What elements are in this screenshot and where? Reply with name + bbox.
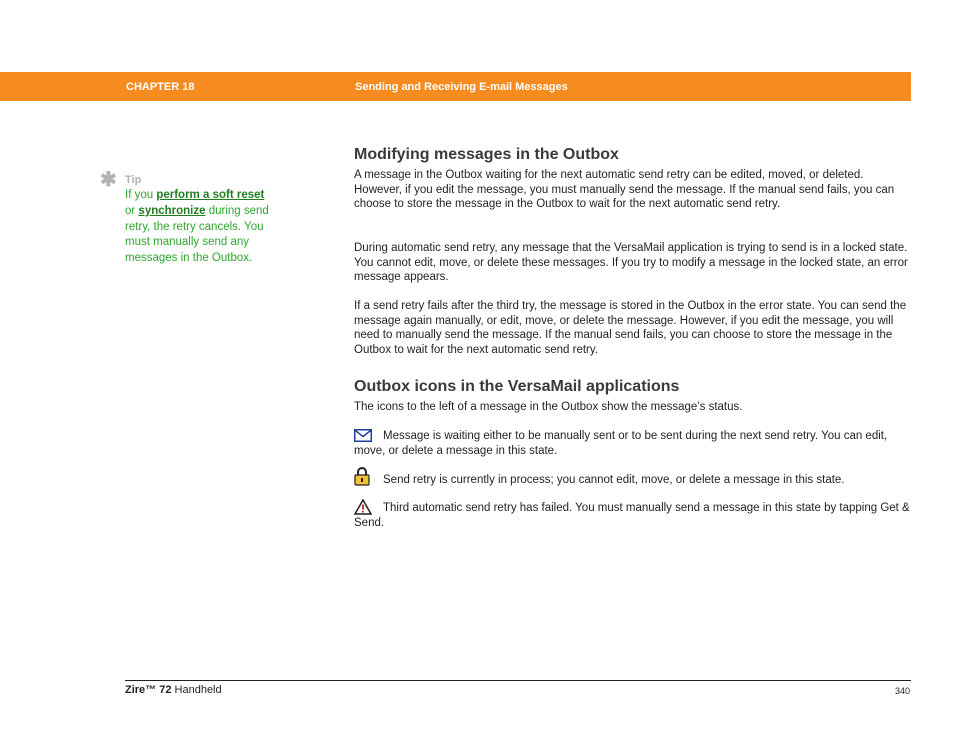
icon-description: Third automatic send retry has failed. You must manually send a message in this state by tapping Get & Send. — [354, 502, 910, 529]
page-number: 340 — [894, 686, 910, 696]
icon-description: Send retry is currently in process; you cannot edit, move, or delete a message in this state. — [383, 474, 845, 486]
icon-description: Message is waiting either to be manually sent or to be sent during the next send retry. You can edit, move, or delete a message in this state. — [354, 430, 888, 457]
chapter-title: Sending and Receiving E-mail Messages — [355, 81, 568, 93]
product-name: Zire™ 72 — [125, 684, 172, 696]
footer-product-name — [125, 684, 222, 696]
product-suffix: Handheld — [171, 684, 222, 696]
tip-text — [125, 188, 275, 267]
section-heading-modifying: Modifying messages in the Outbox — [354, 146, 619, 163]
synchronize-link[interactable]: synchronize — [138, 204, 206, 217]
footer-divider — [125, 680, 911, 681]
icon-description-row — [354, 473, 910, 488]
icon-description-row — [354, 501, 910, 530]
paragraph: The icons to the left of a message in the Outbox show the message’s status. — [354, 401, 743, 413]
lock-icon — [354, 467, 370, 491]
tip-text-before: If you — [125, 189, 157, 201]
tip-text-between: or — [125, 204, 139, 217]
paragraph: If a send retry fails after the third try, the message is stored in the Outbox in the error state. You can send the message again manually, or edit, move, or delete the message. However, if you edit the message, you will need to manually send the message. If the manual send fails, you can choose to store the message in the Outbox to wait for the next automatic send retry. — [354, 300, 907, 356]
icon-description-row — [354, 429, 910, 458]
envelope-icon — [354, 429, 372, 447]
paragraph: During automatic send retry, any message that the VersaMail application is trying to send is in a locked state. You cannot edit, move, or delete these messages. If you try to modify a message in the locked state, an error message appears. — [354, 242, 908, 284]
chapter-number: CHAPTER 18 — [126, 81, 195, 93]
paragraph: A message in the Outbox waiting for the next automatic send retry can be edited, moved, or deleted. However, if you edit the message, you must manually send the message. If the manual send fails, you can choose to store the message in the Outbox to wait for the next automatic send retry. — [354, 169, 895, 211]
warning-icon — [354, 499, 372, 520]
section-heading-outbox-icons: Outbox icons in the VersaMail applications — [354, 378, 680, 395]
tip-label: Tip — [125, 174, 142, 186]
asterisk-icon: ✱ — [100, 169, 117, 191]
soft-reset-link[interactable]: perform a soft reset — [156, 189, 265, 201]
tip-text-after: during send retry, the retry cancels. You must manually send any messages in the Outbox. — [125, 204, 269, 265]
